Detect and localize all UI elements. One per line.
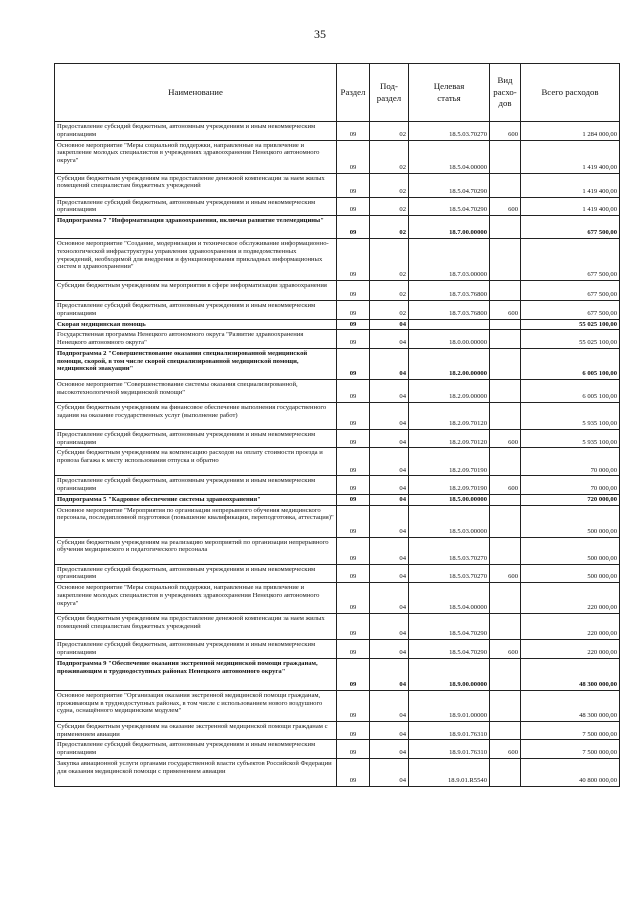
row-total: 7 500 000,00 [521,740,620,759]
row-name: Субсидии бюджетным учреждениям на предоставление денежной компенсации за наем жилых помещений специалистам бюджетных учреждений [55,614,337,640]
row-section: 09 [337,690,370,721]
row-target: 18.5.03.00000 [409,505,490,537]
row-total: 1 419 400,00 [521,173,620,197]
row-name: Скорая медицинская помощь [55,319,337,330]
row-total: 70 000,00 [521,476,620,495]
row-target: 18.5.03.70270 [409,537,490,564]
row-expense-type [490,537,521,564]
row-name: Основное мероприятие "Создание, модернизация и техническое обслуживание информационно-технологической инфраструктуры управления здравоохранения и подведомственных учреждений, необходимой для внедрения и функционирования прикладных информационных систем в здравоохранении" [55,239,337,281]
row-name: Основное мероприятие "Организация оказания экстренной медицинской помощи гражданам, проживающим в труднодоступных районах, в том числе с использованием нового воздушного судна, оснащённого медицинским модулем" [55,690,337,721]
row-subsection: 04 [370,429,409,448]
row-subsection: 04 [370,330,409,349]
row-name: Основное мероприятие "Меры социальной поддержки, направленные на привлечение и закрепление молодых специалистов в учреждениях здравоохранения Ненецкого автономного округа" [55,140,337,173]
row-total: 48 300 000,00 [521,658,620,690]
row-name: Субсидии бюджетным учреждениям на реализацию мероприятий по организации непрерывного обучения медицинского и педагогического персонала [55,537,337,564]
row-target: 18.2.09.00000 [409,379,490,402]
row-section: 09 [337,758,370,786]
row-name: Субсидии бюджетным учреждениям на мероприятия в сфере информатизации здравоохранения [55,281,337,301]
row-name: Предоставление субсидий бюджетным, автономным учреждениям и иным некоммерческим организациям [55,122,337,141]
row-total: 220 000,00 [521,640,620,659]
row-target: 18.5.04.70290 [409,197,490,216]
row-subsection: 04 [370,658,409,690]
row-expense-type [490,448,521,476]
row-target: 18.9.01.76310 [409,721,490,740]
row-subsection: 04 [370,564,409,583]
table-row [55,614,620,640]
row-subsection: 02 [370,173,409,197]
row-total: 500 000,00 [521,564,620,583]
row-target: 18.9.00.00000 [409,658,490,690]
row-total: 720 000,00 [521,494,620,505]
row-target: 18.9.01.00000 [409,690,490,721]
row-total: 677 500,00 [521,239,620,281]
table-row [55,239,620,281]
row-total: 40 800 000,00 [521,758,620,786]
row-expense-type: 600 [490,197,521,216]
row-section: 09 [337,640,370,659]
table-row [55,197,620,216]
row-name: Субсидии бюджетным учреждениям на финансовое обеспечение выполнения государственного задания на оказание государственных услуг (выполнение работ) [55,402,337,429]
row-name: Субсидии бюджетным учреждениям на предоставление денежной компенсации за наем жилых помещений специалистам бюджетных учреждений [55,173,337,197]
row-target: 18.2.09.70190 [409,476,490,495]
row-section: 09 [337,583,370,614]
row-subsection: 04 [370,476,409,495]
row-subsection: 04 [370,740,409,759]
row-subsection: 04 [370,583,409,614]
row-total: 220 000,00 [521,614,620,640]
row-target: 18.7.00.00000 [409,216,490,239]
table-row [55,301,620,320]
row-total: 1 284 000,00 [521,122,620,141]
table-row [55,173,620,197]
row-expense-type [490,721,521,740]
row-section: 09 [337,564,370,583]
row-expense-type: 600 [490,122,521,141]
row-target [409,319,490,330]
row-expense-type [490,402,521,429]
row-target: 18.5.00.00000 [409,494,490,505]
row-name: Основное мероприятие "Меры социальной поддержки, направленные на привлечение и закрепление молодых специалистов в учреждениях здравоохранения Ненецкого автономного округа" [55,583,337,614]
row-name: Основное мероприятие "Мероприятия по организации непрерывного обучения медицинского персонала, последипломной подготовки (повышение квалификации, переподготовка, аттестация)" [55,505,337,537]
row-expense-type [490,690,521,721]
header-name: Наименование [55,64,337,122]
row-subsection: 02 [370,239,409,281]
row-target: 18.0.00.00000 [409,330,490,349]
row-expense-type: 600 [490,740,521,759]
row-total: 677 500,00 [521,281,620,301]
row-expense-type [490,216,521,239]
row-name: Подпрограмма 7 "Информатизация здравоохранения, включая развитие телемедицины" [55,216,337,239]
row-name: Предоставление субсидий бюджетным, автономным учреждениям и иным некоммерческим организациям [55,197,337,216]
row-expense-type [490,505,521,537]
row-expense-type [490,319,521,330]
row-total: 6 005 100,00 [521,348,620,379]
row-target: 18.2.00.00000 [409,348,490,379]
table-body [55,122,620,787]
row-name: Предоставление субсидий бюджетным, автономным учреждениям и иным некоммерческим организациям [55,301,337,320]
row-total: 1 419 400,00 [521,140,620,173]
row-total: 5 935 100,00 [521,429,620,448]
row-name: Государственная программа Ненецкого автономного округа "Развитие здравоохранения Ненецкого автономного округа" [55,330,337,349]
row-total: 6 005 100,00 [521,379,620,402]
row-expense-type: 600 [490,301,521,320]
table-row [55,429,620,448]
row-expense-type [490,658,521,690]
row-section: 09 [337,122,370,141]
row-total: 500 000,00 [521,505,620,537]
row-section: 09 [337,379,370,402]
row-expense-type: 600 [490,564,521,583]
table-row [55,216,620,239]
table-row [55,448,620,476]
row-section: 09 [337,216,370,239]
row-name: Субсидии бюджетным учреждениям на компенсацию расходов на оплату стоимости проезда и провоза багажа к месту использования отпуска и обратно [55,448,337,476]
table-row [55,564,620,583]
header-subsection: Под- раздел [370,64,409,122]
row-section: 09 [337,721,370,740]
table-row [55,505,620,537]
row-section: 09 [337,505,370,537]
row-section: 09 [337,614,370,640]
budget-table [54,63,620,787]
row-total: 220 000,00 [521,583,620,614]
table-row [55,281,620,301]
row-subsection: 04 [370,690,409,721]
row-section: 09 [337,197,370,216]
row-name: Закупка авиационной услуги органами государственной власти субъектов Российской Федерации для оказания медицинской помощи с применением авиации [55,758,337,786]
row-subsection: 04 [370,402,409,429]
row-total: 48 300 000,00 [521,690,620,721]
row-target: 18.7.03.76800 [409,281,490,301]
row-subsection: 04 [370,614,409,640]
row-name: Подпрограмма 9 "Обеспечение оказания экстренной медицинской помощи гражданам, проживающим в труднодоступных районах Ненецкого автономного округа" [55,658,337,690]
row-total: 7 500 000,00 [521,721,620,740]
row-target: 18.7.03.76800 [409,301,490,320]
row-name: Предоставление субсидий бюджетным, автономным учреждениям и иным некоммерческим организациям [55,476,337,495]
row-expense-type: 600 [490,640,521,659]
table-row [55,402,620,429]
row-target: 18.5.04.70290 [409,640,490,659]
table-row [55,658,620,690]
row-section: 09 [337,173,370,197]
row-subsection: 04 [370,721,409,740]
row-name: Субсидии бюджетным учреждениям на оказание экстренной медицинской помощи гражданам с применением авиации [55,721,337,740]
table-row [55,379,620,402]
row-section: 09 [337,402,370,429]
table-row [55,330,620,349]
row-section: 09 [337,494,370,505]
row-name: Предоставление субсидий бюджетным, автономным учреждениям и иным некоммерческим организациям [55,740,337,759]
row-subsection: 04 [370,319,409,330]
row-target: 18.2.09.70120 [409,402,490,429]
row-expense-type [490,614,521,640]
row-subsection: 04 [370,379,409,402]
row-name: Подпрограмма 5 "Кадровое обеспечение системы здравоохранения" [55,494,337,505]
row-name: Подпрограмма 2 "Совершенствование оказания специализированной медицинской помощи, скорой, в том числе скорой специализированной медицинской помощи, медицинской эвакуации" [55,348,337,379]
table-row [55,721,620,740]
row-target: 18.5.03.70270 [409,122,490,141]
row-subsection: 04 [370,640,409,659]
row-section: 09 [337,330,370,349]
row-subsection: 02 [370,140,409,173]
row-section: 09 [337,537,370,564]
table-row [55,494,620,505]
row-target: 18.9.01.R5540 [409,758,490,786]
row-subsection: 02 [370,122,409,141]
row-expense-type [490,494,521,505]
row-expense-type [490,173,521,197]
row-subsection: 02 [370,281,409,301]
row-total: 5 935 100,00 [521,402,620,429]
row-section: 09 [337,239,370,281]
row-target: 18.5.04.00000 [409,140,490,173]
row-target: 18.9.01.76310 [409,740,490,759]
row-total: 70 000,00 [521,448,620,476]
row-subsection: 04 [370,494,409,505]
table-row [55,348,620,379]
header-section: Раздел [337,64,370,122]
row-expense-type [490,239,521,281]
row-name: Предоставление субсидий бюджетным, автономным учреждениям и иным некоммерческим организациям [55,429,337,448]
row-name: Предоставление субсидий бюджетным, автономным учреждениям и иным некоммерческим организациям [55,564,337,583]
row-section: 09 [337,301,370,320]
row-subsection: 04 [370,758,409,786]
row-expense-type [490,583,521,614]
row-name: Основное мероприятие "Совершенствование системы оказания специализированной, высокотехнологичной медицинской помощи" [55,379,337,402]
row-section: 09 [337,476,370,495]
row-subsection: 04 [370,348,409,379]
row-target: 18.2.09.70120 [409,429,490,448]
row-expense-type [490,758,521,786]
row-target: 18.5.04.00000 [409,583,490,614]
table-row [55,476,620,495]
row-subsection: 02 [370,301,409,320]
table-row [55,537,620,564]
table-row [55,319,620,330]
row-expense-type [490,330,521,349]
row-section: 09 [337,348,370,379]
row-total: 55 025 100,00 [521,330,620,349]
header-total: Всего расходов [521,64,620,122]
row-section: 09 [337,658,370,690]
header-expense-type: Вид расхо- дов [490,64,521,122]
table-row [55,140,620,173]
row-section: 09 [337,740,370,759]
table-row [55,583,620,614]
row-target: 18.5.04.70290 [409,173,490,197]
row-section: 09 [337,429,370,448]
row-total: 1 419 400,00 [521,197,620,216]
row-target: 18.7.03.00000 [409,239,490,281]
row-total: 55 025 100,00 [521,319,620,330]
table-row [55,122,620,141]
row-expense-type [490,140,521,173]
table-row [55,758,620,786]
row-expense-type: 600 [490,429,521,448]
row-target: 18.2.09.70190 [409,448,490,476]
row-expense-type [490,281,521,301]
row-expense-type [490,379,521,402]
row-target: 18.5.03.70270 [409,564,490,583]
table-header-row [55,64,620,122]
row-name: Предоставление субсидий бюджетным, автономным учреждениям и иным некоммерческим организациям [55,640,337,659]
row-section: 09 [337,281,370,301]
page-number: 35 [314,27,326,41]
row-subsection: 02 [370,197,409,216]
row-subsection: 04 [370,537,409,564]
row-target: 18.5.04.70290 [409,614,490,640]
row-section: 09 [337,140,370,173]
row-expense-type [490,348,521,379]
header-target: Целевая статья [409,64,490,122]
row-section: 09 [337,319,370,330]
row-expense-type: 600 [490,476,521,495]
table-row [55,740,620,759]
table-row [55,640,620,659]
row-subsection: 04 [370,448,409,476]
table-row [55,690,620,721]
row-total: 677 500,00 [521,301,620,320]
row-subsection: 02 [370,216,409,239]
row-total: 500 000,00 [521,537,620,564]
row-subsection: 04 [370,505,409,537]
row-section: 09 [337,448,370,476]
row-total: 677 500,00 [521,216,620,239]
